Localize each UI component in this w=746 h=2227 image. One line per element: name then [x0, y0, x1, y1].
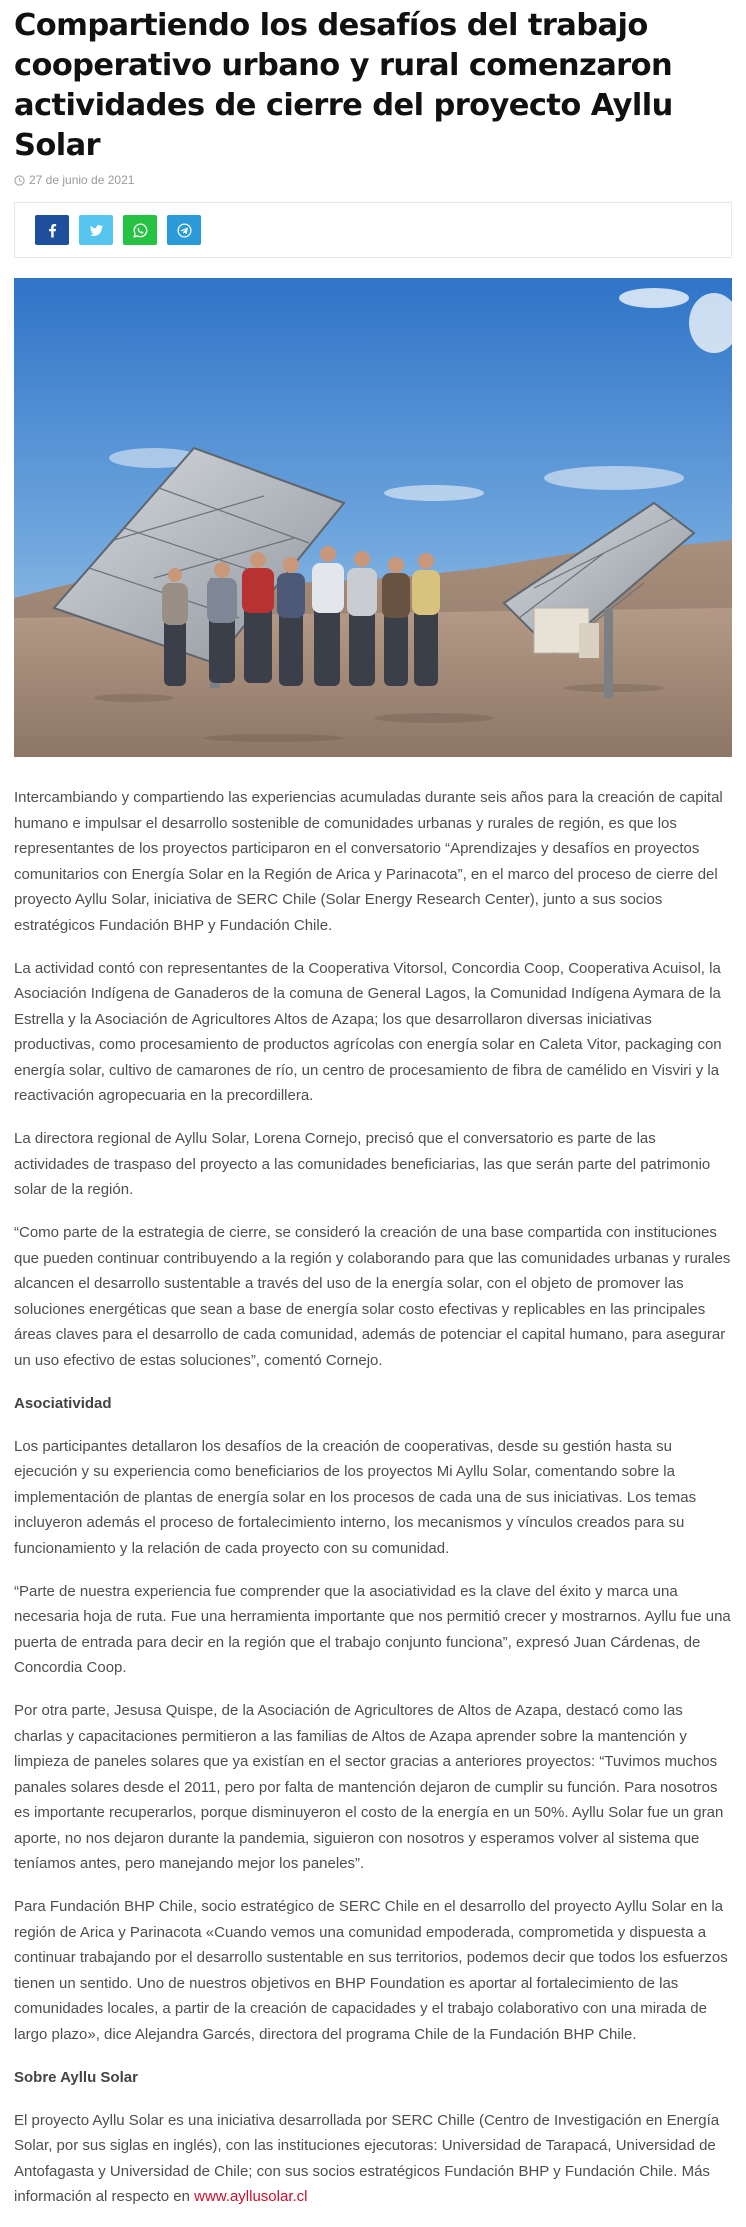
article-body	[14, 785, 732, 2210]
share-whatsapp-button[interactable]	[123, 215, 157, 245]
paragraph-8: Para Fundación BHP Chile, socio estratégico de SERC Chile en el desarrollo del proyecto Ayllu Solar en la región de Arica y Parinacota «Cuando vemos una comunidad empoderada, comprometida y dispuesta a continuar trabajando por el desarrollo sustentable en sus territorios, podemos decir que todos los esfuerzos tienen un sentido. Uno de nuestros objetivos en BHP Foundation es aportar al fortalecimiento de las comunidades locales, a partir de la creación de capacidades y el trabajo colaborativo con una mirada de largo plazo», dice Alejandra Garcés, directora del programa Chile de la Fundación BHP Chile.	[14, 1898, 728, 2043]
article-date	[14, 172, 732, 188]
twitter-icon	[89, 223, 104, 238]
paragraph-7: Por otra parte, Jesusa Quispe, de la Asociación de Agricultores de Altos de Azapa, destacó como las charlas y capacitaciones permitieron a las familias de Altos de Azapa aprender sobre la mantención y limpieza de paneles solares que ya existían en el sector gracias a anteriores proyectos: “Tuvimos muchos panales solares desde el 2011, pero por falta de mantención dejaron de cumplir su función. Para nosotros es importante recuperarlos, porque disminuyeron el costo de la energía en un 50%. Ayllu Solar fue un gran aporte, no nos dejaron durante la pandemia, siguieron con nosotros y esperamos volver al sistema que teníamos antes, pero manejando mejor los paneles”.	[14, 1702, 724, 1872]
paragraph-3: La directora regional de Ayllu Solar, Lorena Cornejo, precisó que el conversatorio es parte de las actividades de traspaso del proyecto a las comunidades beneficiarias, las que serán parte del patrimonio solar de la región.	[14, 1130, 711, 1198]
whatsapp-icon	[133, 223, 148, 238]
share-twitter-button[interactable]	[79, 215, 113, 245]
subheading-sobre-ayllu-solar: Sobre Ayllu Solar	[14, 2068, 138, 2086]
date-text: 27 de junio de 2021	[29, 173, 135, 187]
paragraph-2: La actividad contó con representantes de la Cooperativa Vitorsol, Concordia Coop, Cooperativa Acuisol, la Asociación Indígena de Ganaderos de la comuna de General Lagos, la Comunidad Indígena Aymara de la Estrella y la Asociación de Agricultores Altos de Azapa; los que desarrollaron diversas iniciativas productivas, como procesamiento de productos agrícolas con energía solar en Caleta Vitor, packaging con energía solar, cultivo de camarones de río, un centro de procesamiento de fibra de camélido en Visviri y la reactivación agropecuaria en la precordillera.	[14, 959, 722, 1104]
ayllusolar-link[interactable]: www.ayllusolar.cl	[194, 2188, 308, 2205]
telegram-icon	[177, 223, 192, 238]
paragraph-6: “Parte de nuestra experiencia fue comprender que la asociatividad es la clave del éxito y marca una necesaria hoja de ruta. Fue una herramienta importante que nos permitió crecer y mostrarnos. Ayllu fue una puerta de entrada para decir en la región que el trabajo conjunto funciona”, expresó Juan Cárdenas, de Concordia Coop.	[14, 1582, 731, 1676]
paragraph-4: “Como parte de la estrategia de cierre, se consideró la creación de una base compartida con instituciones que pueden continuar contribuyendo a la región y colaborando para que las comunidades urbanas y rurales alcancen el desarrollo sustentable a través del uso de la energía solar, con el objeto de promover las soluciones energéticas que sean a base de energía solar costo efectivas y replicables en las principales áreas claves para el desarrollo de cada comunidad, además de potenciar el capital humano, para asegurar un uso efectivo de estas soluciones”, comentó Cornejo.	[14, 1224, 731, 1369]
article-photo	[14, 278, 732, 757]
paragraph-1: Intercambiando y compartiendo las experiencias acumuladas durante seis años para la creación de capital humano e impulsar el desarrollo sostenible de comunidades urbanas y rurales de región, es que los representantes de los proyectos participaron en el conversatorio “Aprendizajes y desafíos en proyectos comunitarios con Energía Solar en la Región de Arica y Parinacota”, en el marco del proceso de cierre del proyecto Ayllu Solar, iniciativa de SERC Chile (Solar Energy Research Center), junto a sus socios estratégicos Fundación BHP y Fundación Chile.	[14, 789, 723, 934]
share-bar	[14, 202, 732, 258]
share-facebook-button[interactable]	[35, 215, 69, 245]
page-title: Compartiendo los desafíos del trabajo cooperativo urbano y rural comenzaron actividades de cierre del proyecto Ayllu Solar	[14, 8, 673, 163]
subheading-asociatividad: Asociatividad	[14, 1394, 112, 1412]
facebook-icon	[45, 223, 60, 238]
paragraph-5: Los participantes detallaron los desafíos de la creación de cooperativas, desde su gestión hasta su ejecución y su experiencia como beneficiarios de los proyectos Mi Ayllu Solar, comentando sobre la implementación de plantas de energía solar en los procesos de cada una de sus iniciativas. Los temas incluyeron además el proceso de fortalecimiento interno, los mecanismos y vínculos creados para su funcionamiento y la relación de cada proyecto con su comunidad.	[14, 1437, 697, 1557]
paragraph-9-text: El proyecto Ayllu Solar es una iniciativa desarrollada por SERC Chille (Centro de Investigación en Energía Solar, por sus siglas en inglés), con las instituciones ejecutoras: Universidad de Tarapacá, Universidad de Antofagasta y Universidad de Chile; con sus socios estratégicos Fundación BHP y Fundación Chile. Más información al respecto en	[14, 2111, 720, 2205]
share-telegram-button[interactable]	[167, 215, 201, 245]
clock-icon	[14, 175, 25, 186]
